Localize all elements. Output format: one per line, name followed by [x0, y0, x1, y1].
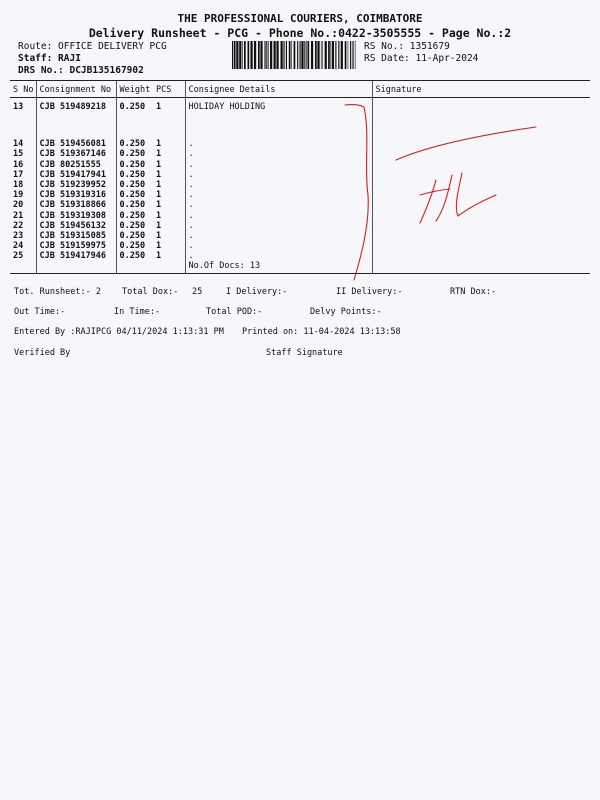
row-pcs: 1: [156, 220, 162, 231]
row-pcs: 1: [156, 102, 162, 112]
row-consignee: .: [185, 200, 372, 210]
row-sno: 14: [13, 139, 24, 150]
row-weight: 0.250: [116, 170, 153, 180]
drs-number: DRS No.: DCJB135167902: [18, 65, 144, 76]
row-pcs: 1: [156, 200, 162, 211]
row-consignee: .: [185, 221, 372, 231]
row-sno: 16: [13, 159, 24, 170]
row-pcs: 1: [156, 210, 162, 221]
row-pcs: 1: [156, 179, 162, 190]
company-name: THE PROFESSIONAL COURIERS, COIMBATORE: [177, 12, 423, 25]
column-header-consignment: Consignment No: [36, 81, 116, 98]
row-consignment: CJB 519489218: [36, 98, 116, 113]
entered-by: Entered By :RAJIPCG 04/11/2024 1:13:31 PM: [14, 327, 224, 337]
row-weight: 0.250: [116, 149, 153, 159]
in-time-label: In Time:-: [114, 307, 161, 317]
row-weight: 0.250: [116, 190, 153, 200]
rs-date: RS Date: 11-Apr-2024: [364, 53, 479, 64]
row-consignee: HOLIDAY HOLDING: [185, 98, 372, 113]
row-sno: 21: [13, 210, 24, 221]
row-sno: 20: [13, 200, 24, 211]
row-consignment: CJB 519159975: [36, 241, 116, 251]
row-consignment: CJB 80251555: [36, 160, 116, 170]
row-pcs: 1: [156, 149, 162, 160]
row-weight: 0.250: [116, 139, 153, 149]
delvy-points-label: Delvy Points:-: [310, 307, 382, 317]
row-consignment: CJB 519417941: [36, 170, 116, 180]
total-pod-label: Total POD:-: [206, 307, 263, 317]
row-pcs: 1: [156, 169, 162, 180]
row-consignment: CJB 519456132: [36, 221, 116, 231]
row-consignee: .: [185, 149, 372, 159]
column-header-pcs: PCS: [153, 81, 185, 98]
printed-on: Printed on: 11-04-2024 13:13:58: [242, 327, 401, 337]
row-pcs: 1: [156, 241, 162, 252]
row-sno: 25: [13, 251, 24, 262]
barcode-image: [232, 41, 356, 69]
row-weight: 0.250: [116, 241, 153, 251]
row-sno: 23: [13, 230, 24, 241]
staff-label: Staff: RAJI: [18, 53, 81, 64]
row-consignment: CJB 519367146: [36, 149, 116, 159]
row-consignee: .: [185, 251, 372, 261]
row-weight: 0.250: [116, 200, 153, 210]
column-header-signature: Signature: [372, 81, 590, 98]
column-header-weight: Weight: [116, 81, 153, 98]
total-dox-value: 25: [192, 287, 203, 297]
row-consignment: CJB 519239952: [36, 180, 116, 190]
verified-by-label: Verified By: [14, 348, 71, 358]
row-pcs: 1: [156, 190, 162, 201]
row-weight: 0.250: [116, 211, 153, 221]
docs-count: No.Of Docs: 13: [185, 261, 372, 274]
route-label: Route: OFFICE DELIVERY PCG: [18, 41, 167, 52]
row-weight: 0.250: [116, 251, 153, 261]
row-consignee: .: [185, 231, 372, 241]
row-weight: 0.250: [116, 221, 153, 231]
row-pcs: 1: [156, 139, 162, 150]
out-time-label: Out Time:-: [14, 307, 66, 317]
row-weight: 0.250: [116, 180, 153, 190]
row-consignment: CJB 519417946: [36, 251, 116, 261]
handwritten-signature: [340, 95, 540, 285]
i-delivery-label: I Delivery:-: [226, 287, 288, 297]
row-sno: 19: [13, 190, 24, 201]
total-runsheet: Tot. Runsheet:- 2: [14, 287, 101, 297]
row-consignee: .: [185, 241, 372, 251]
row-consignee: .: [185, 190, 372, 200]
row-consignment: CJB 519319316: [36, 190, 116, 200]
row-consignee: .: [185, 160, 372, 170]
rtn-dox-label: RTN Dox:-: [450, 287, 497, 297]
row-sno: 17: [13, 169, 24, 180]
runsheet-title: Delivery Runsheet - PCG - Phone No.:0422-3505555 - Page No.:2: [88, 26, 512, 40]
row-pcs: 1: [156, 159, 162, 170]
row-sno: 15: [13, 149, 24, 160]
row-consignment: CJB 519318866: [36, 200, 116, 210]
row-consignment: CJB 519456081: [36, 139, 116, 149]
row-consignment: CJB 519319308: [36, 211, 116, 221]
row-pcs: 1: [156, 230, 162, 241]
row-sno: 22: [13, 220, 24, 231]
row-consignment: CJB 519315085: [36, 231, 116, 241]
row-consignee: .: [185, 211, 372, 221]
row-sno: 13: [13, 102, 24, 112]
row-sno: 18: [13, 179, 24, 190]
ii-delivery-label: II Delivery:-: [336, 287, 403, 297]
total-dox-label: Total Dox:-: [122, 287, 179, 297]
row-weight: 0.250: [116, 160, 153, 170]
column-header-consignee: Consignee Details: [185, 81, 372, 98]
row-consignee: .: [185, 170, 372, 180]
row-weight: 0.250: [116, 231, 153, 241]
row-consignee: .: [185, 180, 372, 190]
row-consignee: .: [185, 139, 372, 149]
rs-number: RS No.: 1351679: [364, 41, 450, 52]
staff-signature-label: Staff Signature: [266, 348, 343, 358]
column-header-sno: S No: [10, 81, 36, 98]
row-pcs: 1: [156, 251, 162, 262]
row-sno: 24: [13, 241, 24, 252]
row-weight: 0.250: [116, 98, 153, 113]
